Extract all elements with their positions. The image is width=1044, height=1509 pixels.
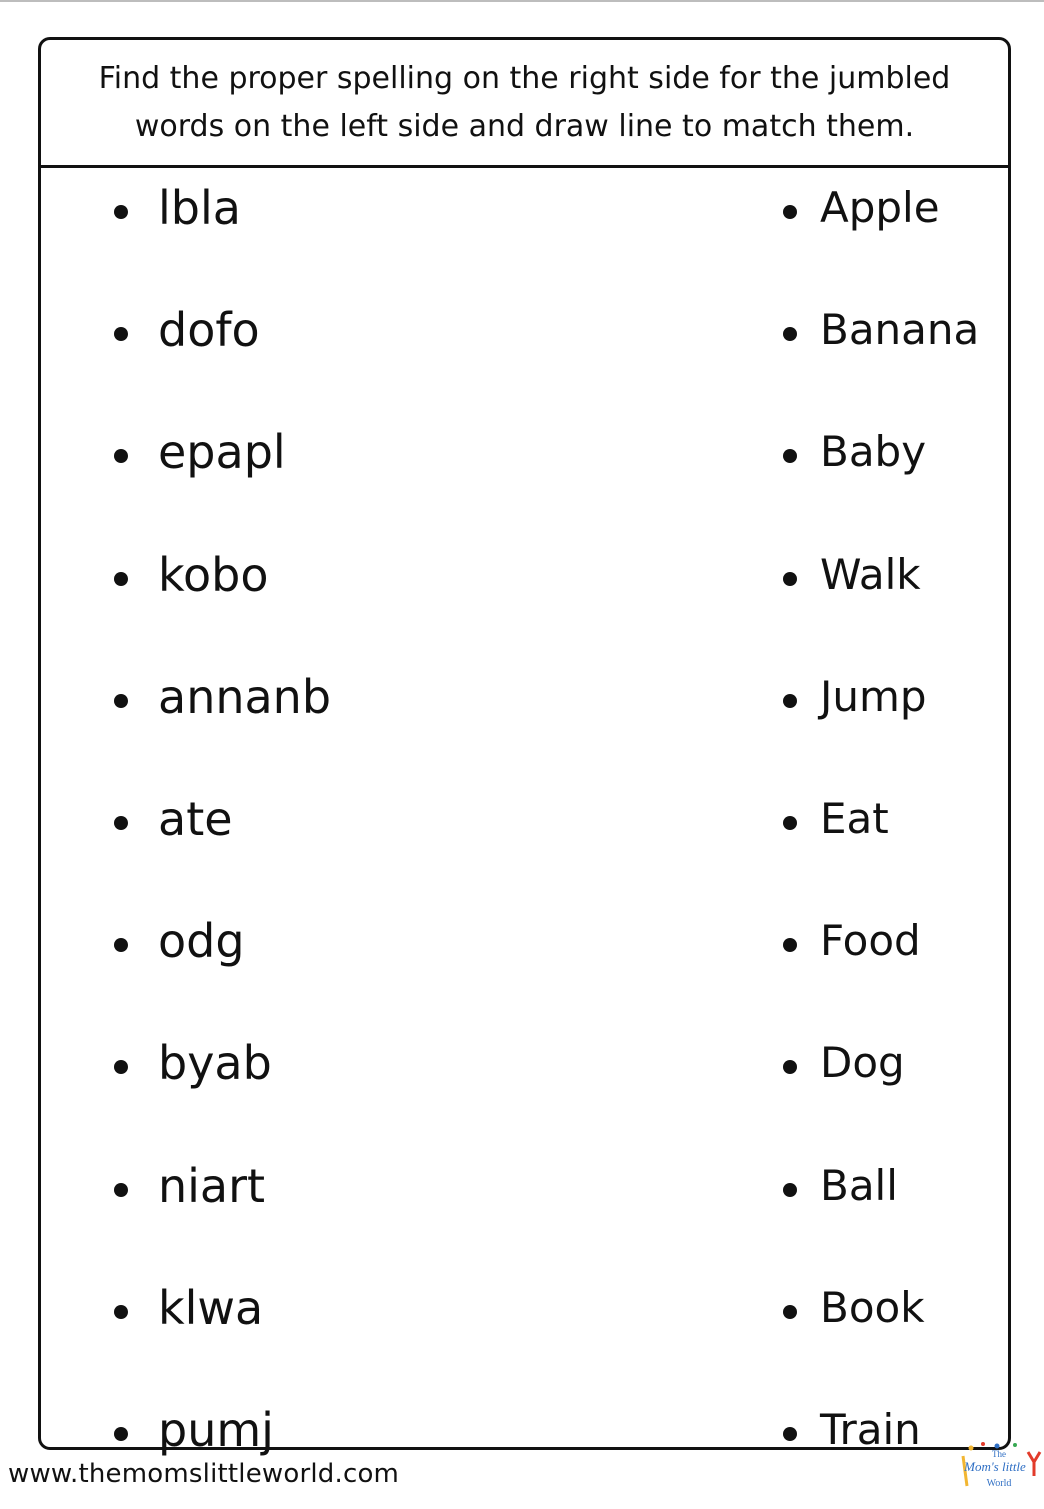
correct-word-item: [783, 776, 979, 898]
jumbled-word: klwa: [158, 1280, 264, 1335]
jumbled-word: ate: [158, 791, 233, 846]
correct-word: Train: [820, 1404, 921, 1454]
correct-word-item: [783, 1265, 979, 1387]
svg-text:The: The: [992, 1449, 1006, 1459]
correct-word: Ball: [820, 1160, 898, 1210]
svg-text:World: World: [986, 1478, 1012, 1489]
correct-word-item: [783, 898, 979, 1020]
jumbled-word: odg: [158, 914, 245, 969]
top-rule: [0, 0, 1044, 2]
jumbled-word: niart: [158, 1158, 266, 1213]
correct-word-list: [783, 165, 979, 1509]
website-url: www.themomslittleworld.com: [8, 1459, 400, 1489]
bullet-icon: [114, 572, 128, 586]
bullet-icon: [783, 1183, 797, 1197]
jumbled-word: kobo: [158, 547, 269, 602]
correct-word-item: [783, 287, 979, 409]
jumbled-word: lbla: [158, 181, 241, 235]
correct-word: Eat: [820, 793, 889, 843]
bullet-icon: [114, 1060, 128, 1074]
brand-logo: [955, 1438, 1044, 1492]
jumbled-word-item: [114, 1265, 331, 1387]
correct-word-item: [783, 654, 979, 776]
bullet-icon: [783, 1060, 797, 1074]
correct-word: Book: [820, 1282, 925, 1332]
jumbled-word: dofo: [158, 303, 260, 358]
bullet-icon: [114, 205, 128, 219]
instructions-text: Find the proper spelling on the right side for the jumbled words on the left side and draw line to match them.: [98, 60, 951, 144]
bullet-icon: [783, 1427, 797, 1441]
bullet-icon: [114, 327, 128, 341]
jumbled-word: byab: [158, 1036, 272, 1091]
bullet-icon: [114, 1183, 128, 1197]
bullet-icon: [783, 572, 797, 586]
correct-word: Food: [820, 916, 921, 966]
correct-word: Banana: [820, 305, 980, 355]
jumbled-word: pumj: [158, 1402, 274, 1457]
correct-word-item: [783, 165, 979, 287]
correct-word-item: [783, 409, 979, 531]
jumbled-word-item: [114, 654, 331, 776]
jumbled-word-list: [114, 165, 331, 1509]
jumbled-word-item: [114, 287, 331, 409]
correct-word: Baby: [820, 427, 927, 477]
correct-word-item: [783, 1020, 979, 1142]
bullet-icon: [114, 694, 128, 708]
correct-word-item: [783, 1143, 979, 1265]
bullet-icon: [783, 694, 797, 708]
bullet-icon: [783, 327, 797, 341]
bullet-icon: [783, 449, 797, 463]
bullet-icon: [114, 938, 128, 952]
jumbled-word-item: [114, 1143, 331, 1265]
jumbled-word-item: [114, 898, 331, 1020]
bullet-icon: [783, 205, 797, 219]
bullet-icon: [114, 1427, 128, 1441]
jumbled-word-item: [114, 532, 331, 654]
jumbled-word-item: [114, 1020, 331, 1142]
jumbled-word-item: [114, 165, 331, 287]
correct-word-item: [783, 1387, 979, 1509]
svg-text:Mom's little: Mom's little: [964, 1459, 1026, 1474]
bullet-icon: [783, 938, 797, 952]
correct-word: Apple: [820, 183, 940, 232]
correct-word: Dog: [820, 1038, 905, 1088]
bullet-icon: [114, 449, 128, 463]
jumbled-word: annanb: [158, 669, 332, 724]
correct-word: Walk: [820, 549, 921, 599]
instructions-box: [41, 40, 1008, 168]
bullet-icon: [114, 1305, 128, 1319]
correct-word: Jump: [820, 671, 927, 721]
jumbled-word-item: [114, 409, 331, 531]
correct-word-item: [783, 532, 979, 654]
bullet-icon: [783, 816, 797, 830]
bullet-icon: [783, 1305, 797, 1319]
jumbled-word: epapl: [158, 425, 286, 480]
jumbled-word-item: [114, 776, 331, 898]
bullet-icon: [114, 816, 128, 830]
